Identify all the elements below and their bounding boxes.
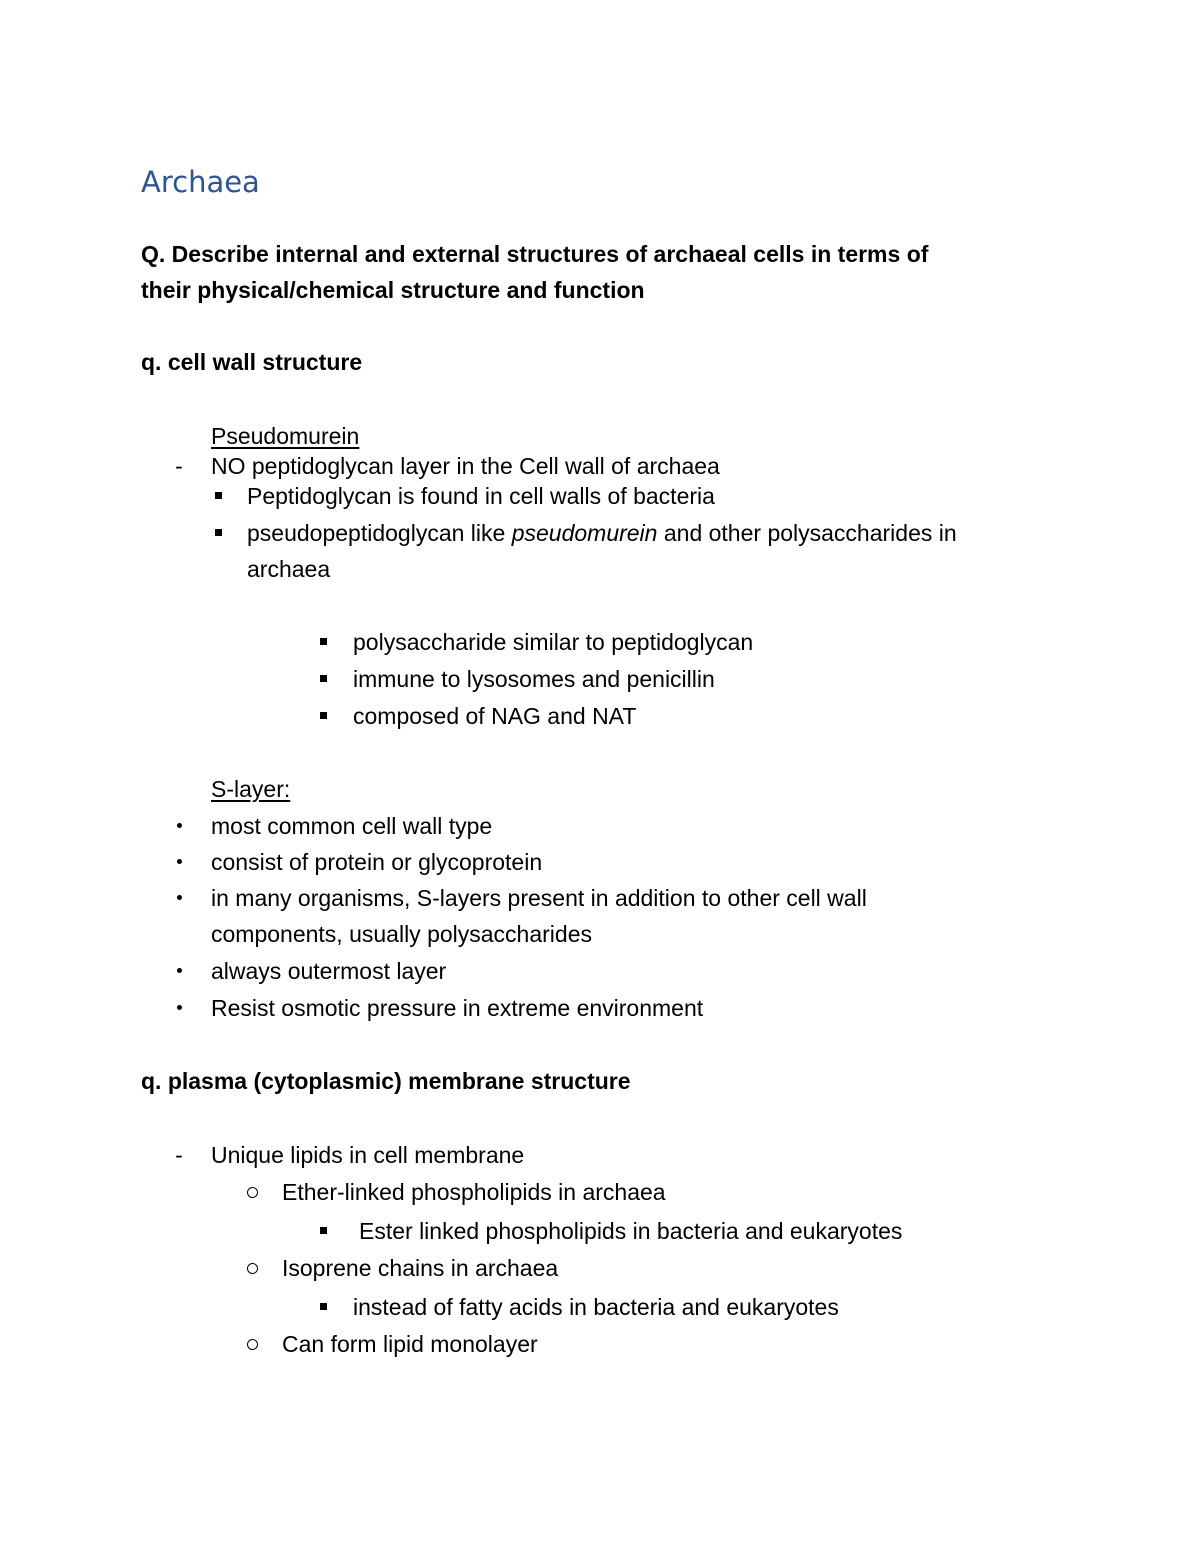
square-bullet-icon xyxy=(320,675,327,682)
list-item: Unique lipids in cell membrane xyxy=(211,1142,525,1168)
round-bullet-icon xyxy=(177,895,182,900)
list-item: NO peptidoglycan layer in the Cell wall of archaea xyxy=(211,453,720,479)
list-item: Ether-linked phospholipids in archaea xyxy=(282,1179,666,1205)
sub2-italic-term: pseudomurein xyxy=(511,520,658,546)
round-bullet-icon xyxy=(177,823,182,828)
question-line-1: Q. Describe internal and external structures of archaeal cells in terms of xyxy=(141,241,929,267)
cell-wall-heading: q. cell wall structure xyxy=(141,349,363,375)
square-bullet-icon xyxy=(320,1227,327,1234)
pseudomurein-heading: Pseudomurein xyxy=(211,423,360,449)
list-item: Ester linked phospholipids in bacteria and eukaryotes xyxy=(359,1218,903,1244)
dash-bullet: - xyxy=(175,1142,183,1168)
round-bullet-icon xyxy=(177,968,182,973)
circle-bullet-icon xyxy=(247,1339,258,1350)
list-item: composed of NAG and NAT xyxy=(353,703,637,729)
list-item-continuation: archaea xyxy=(247,556,331,582)
page-title: Archaea xyxy=(141,165,260,199)
s-layer-heading: S-layer: xyxy=(211,776,291,802)
list-item: Peptidoglycan is found in cell walls of bacteria xyxy=(247,483,715,509)
round-bullet-icon xyxy=(177,1005,182,1010)
list-item: most common cell wall type xyxy=(211,813,493,839)
square-bullet-icon xyxy=(320,712,327,719)
dash-bullet: - xyxy=(175,453,183,479)
list-item: polysaccharide similar to peptidoglycan xyxy=(353,629,754,655)
circle-bullet-icon xyxy=(247,1263,258,1274)
list-item: always outermost layer xyxy=(211,958,447,984)
list-item: Can form lipid monolayer xyxy=(282,1331,538,1357)
list-item: Isoprene chains in archaea xyxy=(282,1255,559,1281)
list-item: Resist osmotic pressure in extreme environment xyxy=(211,995,704,1021)
square-bullet-icon xyxy=(215,492,222,499)
question-line-2: their physical/chemical structure and function xyxy=(141,277,645,303)
list-item: instead of fatty acids in bacteria and eukaryotes xyxy=(353,1294,839,1320)
square-bullet-icon xyxy=(320,1303,327,1310)
list-item: in many organisms, S-layers present in addition to other cell wall xyxy=(211,885,867,911)
square-bullet-icon xyxy=(215,529,222,536)
list-item-continuation: components, usually polysaccharides xyxy=(211,921,592,947)
square-bullet-icon xyxy=(320,638,327,645)
sub2-text-start: pseudopeptidoglycan like xyxy=(247,520,512,546)
circle-bullet-icon xyxy=(247,1187,258,1198)
list-item xyxy=(247,519,957,547)
list-item: consist of protein or glycoprotein xyxy=(211,849,543,875)
round-bullet-icon xyxy=(177,859,182,864)
list-item: immune to lysosomes and penicillin xyxy=(353,666,715,692)
sub2-text-end: and other polysaccharides in xyxy=(657,520,957,546)
membrane-heading: q. plasma (cytoplasmic) membrane structure xyxy=(141,1068,631,1094)
